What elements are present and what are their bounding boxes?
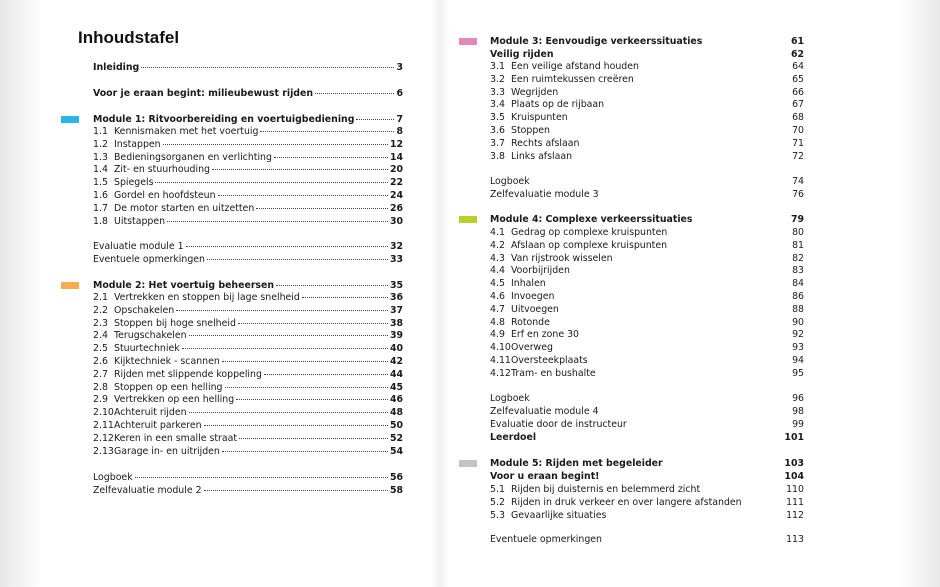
toc-entry[interactable] [490,252,804,265]
toc-entry-title: Vertrekken op een helling [114,394,235,406]
toc-entry[interactable] [93,138,403,151]
toc-entry-page: 40 [389,343,403,355]
toc-entry-number: 4.8 [490,316,505,328]
toc-entry-number: 4.3 [490,252,505,264]
toc-entry-number: 2.1 [93,292,108,303]
toc-entry-number: 4.4 [490,265,505,277]
toc-entry-number: 4.12 [490,367,511,379]
toc-entry[interactable] [93,240,403,253]
toc-entry-number: 3.7 [490,137,505,149]
toc-entry-number: 3.8 [490,150,505,162]
toc-entry-title: Van rijstrook wisselen [511,252,613,264]
toc-entry-title: Erf en zone 30 [511,329,580,341]
toc-entry-page: 95 [792,367,804,379]
toc-entry-number: 5.2 [490,496,505,508]
toc-entry-title: Wegrijden [511,86,559,98]
toc-entry[interactable] [490,483,804,496]
toc-entry[interactable] [93,329,403,342]
toc-entry[interactable] [93,432,403,445]
toc-entry-title: Invoegen [511,291,555,302]
toc-entry-leerdoel[interactable]: Leerdoel 101 [490,432,804,443]
toc-entry-page: 72 [792,150,804,162]
toc-entry-page: 65 [792,73,804,85]
toc-entry-number: 2.8 [93,381,108,393]
toc-entry-number: 1.3 [93,151,108,163]
toc-entry-page: 20 [389,164,403,176]
toc-entry-title: Uitvoegen [511,303,559,315]
toc-entry-page: 32 [389,241,403,252]
toc-entry-page: 52 [389,432,403,444]
toc-entry-title: Bedieningsorganen en verlichting [114,151,272,163]
toc-entry-page: 22 [389,177,403,189]
toc-entry-page: 84 [792,278,804,290]
toc-entry-page: 94 [792,355,804,366]
toc-entry-page: 24 [389,190,403,201]
toc-entry[interactable] [490,341,804,354]
toc-entry-page: 26 [389,202,403,214]
toc-entry-number: 1.4 [93,164,108,176]
toc-entry-number: 2.4 [93,330,108,342]
toc-entry-title: Zelfevaluatie module 3 [490,188,599,200]
toc-module-2-heading[interactable]: Module 2: Het voertuig beheersen 35 [93,280,403,291]
toc-entry-number: 1.6 [93,190,108,201]
toc-entry-number: 2.10 [93,407,114,419]
toc-entry-number: 1.8 [93,215,108,227]
toc-entry-title: Logboek [490,393,530,404]
toc-entry[interactable] [490,226,804,239]
toc-entry-number: 4.2 [490,239,505,251]
toc-entry-title: Kennismaken met het voertuig [114,126,259,137]
toc-entry-page: 30 [389,215,403,227]
toc-entry-title: Spiegels [114,177,154,189]
toc-entry-title: Tram- en bushalte [511,367,596,379]
toc-entry-inleiding[interactable]: Inleiding 3 [93,62,403,73]
toc-entry[interactable] [490,264,804,277]
toc-entry-page: 38 [389,317,403,329]
toc-entry[interactable] [93,406,403,419]
toc-entry[interactable] [490,239,804,252]
toc-entry-title: Plaats op de rijbaan [511,99,605,111]
toc-entry-title: Rechts afslaan [511,137,580,149]
toc-entry-page: 42 [389,356,403,367]
toc-entry-number: 4.9 [490,329,505,341]
toc-entry[interactable] [93,342,403,355]
toc-entry-title: Eventuele opmerkingen [93,253,205,265]
toc-entry[interactable] [490,418,804,431]
toc-entry[interactable] [490,277,804,290]
toc-entry-page: 88 [792,303,804,315]
toc-entry-page: 48 [389,407,403,419]
toc-entry-page: 14 [389,151,403,163]
toc-entry[interactable] [93,189,403,202]
toc-entry-page: 74 [792,176,804,187]
toc-entry[interactable] [490,98,804,111]
toc-entry[interactable] [490,188,804,201]
toc-entry[interactable] [490,86,804,99]
toc-entry-number: 2.5 [93,343,108,355]
toc-entry[interactable] [93,393,403,406]
toc-entry-number: 5.3 [490,509,505,521]
toc-entry[interactable] [93,419,403,432]
toc-entry-title: Stoppen op een helling [114,381,223,393]
toc-entry-title: Opschakelen [114,304,175,316]
toc-entry[interactable] [490,328,804,341]
module-3-color-swatch [459,38,477,45]
toc-entry-page: 99 [792,418,804,430]
toc-entry-voor-je-eraan-begint[interactable]: Voor je eraan begint: milieubewust rijden 6 [93,88,403,99]
toc-entry-title: Zelfevaluatie module 2 [93,484,202,496]
toc-entry-page: 82 [792,252,804,264]
toc-entry-title: Rijden in druk verkeer en over langere afstanden [511,496,742,508]
toc-entry[interactable] [490,405,804,418]
toc-entry-title: Gordel en hoofdsteun [114,190,216,201]
toc-module-5-subheading[interactable]: Voor u eraan begint! 104 [490,471,804,482]
toc-module-3-subheading[interactable]: Veilig rijden 62 [490,49,804,60]
toc-entry-page: 36 [389,292,403,303]
toc-entry-title: Voorbijrijden [511,265,570,277]
toc-entry[interactable] [93,176,403,189]
toc-entry-page: 12 [389,138,403,150]
toc-entry-title: Terugschakelen [114,330,187,342]
toc-entry-title: Rijden bij duisternis en belemmerd zicht [511,484,701,495]
toc-entry[interactable] [490,150,804,163]
toc-entry-title: Kijktechniek - scannen [114,356,220,367]
toc-entry-page: 45 [389,381,403,393]
toc-entry-title: Rijden met slippende koppeling [114,368,262,380]
module-5-color-swatch [459,460,477,467]
toc-entry-title: Rotonde [511,316,550,328]
toc-entry-page: 113 [786,534,804,545]
toc-module-5-heading[interactable]: Module 5: Rijden met begeleider 103 [490,458,804,469]
toc-module-3-heading[interactable]: Module 3: Eenvoudige verkeerssituaties 61 [490,36,804,47]
toc-entry-page: 81 [792,239,804,251]
toc-entry-title: Evaluatie module 1 [93,241,184,252]
toc-entry-title: Stoppen [511,125,550,136]
toc-entry-number: 2.2 [93,304,108,316]
toc-entry-title: Kruispunten [511,112,568,124]
toc-entry-title: Logboek [93,472,133,483]
toc-entry[interactable] [490,290,804,303]
page-edge-shadow-right [898,0,940,587]
toc-entry-title: Links afslaan [511,150,573,162]
toc-entry-page: 66 [792,86,804,98]
toc-entry[interactable] [93,125,403,138]
toc-module-1-heading[interactable]: Module 1: Ritvoorbereiding en voertuigbediening 7 [93,114,403,125]
toc-entry-number: 2.12 [93,432,114,444]
toc-entry-title: Eventuele opmerkingen [490,534,602,545]
toc-entry-page: 56 [389,472,403,483]
toc-entry-title: Zelfevaluatie module 4 [490,405,599,417]
toc-entry-number: 4.1 [490,227,505,238]
book-fold [430,0,450,587]
toc-entry-number: 1.7 [93,202,108,214]
toc-entry[interactable] [93,163,403,176]
toc-entry-page: 90 [792,316,804,328]
toc-entry-page: 33 [389,253,403,265]
toc-entry-title: De motor starten en uitzetten [114,202,255,214]
toc-entry-page: 111 [786,496,804,508]
toc-entry-number: 2.13 [93,445,114,457]
toc-entry-page: 8 [396,126,403,137]
toc-entry-title: Stuurtechniek [114,343,180,355]
toc-entry-number: 1.5 [93,177,108,189]
toc-entry[interactable] [490,392,804,405]
toc-module-4-heading[interactable]: Module 4: Complexe verkeerssituaties 79 [490,214,804,225]
toc-entry[interactable] [93,304,403,317]
toc-entry-page: 96 [792,393,804,404]
toc-entry-page: 58 [389,484,403,496]
toc-entry-title: Garage in- en uitrijden [114,445,220,457]
toc-entry-page: 68 [792,112,804,124]
toc-entry-page: 44 [389,368,403,380]
toc-entry-title: Evaluatie door de instructeur [490,418,627,430]
toc-entry-number: 2.3 [93,317,108,329]
toc-entry-page: 98 [792,405,804,417]
toc-entry-title: Gedrag op complexe kruispunten [511,227,668,238]
toc-entry-page: 71 [792,137,804,149]
toc-entry-page: 86 [792,291,804,302]
toc-entry[interactable] [490,533,804,546]
toc-entry[interactable] [93,484,403,497]
toc-entry[interactable] [490,367,804,380]
page-title: Inhoudstafel [78,28,180,47]
toc-entry[interactable] [93,291,403,304]
toc-entry-title: Gevaarlijke situaties [511,509,607,521]
toc-entry-number: 2.6 [93,356,108,367]
toc-entry-number: 3.6 [490,125,505,136]
toc-entry[interactable] [490,316,804,329]
toc-entry-number: 3.5 [490,112,505,124]
module-4-color-swatch [459,216,477,223]
module-2-color-swatch [61,282,79,289]
toc-entry-page: 64 [792,61,804,72]
toc-entry-title: Een ruimtekussen creëren [511,73,634,85]
toc-entry-title: Achteruit parkeren [114,420,202,431]
toc-entry-number: 2.11 [93,420,114,431]
toc-entry-number: 3.2 [490,73,505,85]
toc-entry[interactable] [93,151,403,164]
toc-entry-title: Inhalen [511,278,546,290]
toc-entry-page: 37 [389,304,403,316]
page-edge-shadow-left [0,0,42,587]
toc-entry[interactable] [490,354,804,367]
toc-entry-page: 80 [792,227,804,238]
toc-entry-page: 112 [786,509,804,521]
toc-entry[interactable] [490,60,804,73]
toc-entry[interactable] [490,509,804,522]
toc-entry-number: 3.1 [490,61,505,72]
toc-entry-number: 1.1 [93,126,108,137]
toc-entry[interactable] [490,496,804,509]
toc-entry-number: 1.2 [93,138,108,150]
toc-entry-page: 83 [792,265,804,277]
toc-entry-page: 70 [792,125,804,136]
toc-entry-title: Vertrekken en stoppen bij lage snelheid [114,292,300,303]
toc-entry-page: 39 [389,330,403,342]
toc-entry-title: Keren in een smalle straat [114,432,238,444]
toc-entry-page: 67 [792,99,804,111]
toc-entry[interactable] [93,355,403,368]
toc-entry-title: Overweg [511,342,553,354]
toc-entry-number: 2.7 [93,368,108,380]
toc-entry[interactable] [490,124,804,137]
toc-entry[interactable] [93,381,403,394]
toc-entry-page: 110 [786,484,804,495]
toc-entry[interactable] [490,137,804,150]
toc-entry-number: 5.1 [490,484,505,495]
toc-entry[interactable] [93,253,403,266]
toc-entry-page: 46 [389,394,403,406]
module-1-color-swatch [61,116,79,123]
toc-entry-number: 4.11 [490,355,511,366]
toc-entry-title: Oversteekplaats [511,355,588,366]
toc-entry[interactable] [490,303,804,316]
toc-entry-page: 54 [389,445,403,457]
toc-entry-page: 76 [792,188,804,200]
toc-entry[interactable] [490,175,804,188]
toc-entry-page: 93 [792,342,804,354]
toc-entry[interactable] [490,111,804,124]
toc-entry-number: 4.6 [490,291,505,302]
toc-entry[interactable] [93,368,403,381]
toc-entry-number: 4.5 [490,278,505,290]
toc-entry-number: 4.10 [490,342,511,354]
toc-entry[interactable] [93,445,403,458]
toc-entry-page: 92 [792,329,804,341]
toc-entry-page: 50 [389,420,403,431]
toc-entry-title: Afslaan op complexe kruispunten [511,239,668,251]
toc-entry-number: 4.7 [490,303,505,315]
toc-entry-title: Logboek [490,176,530,187]
toc-entry-title: Achteruit rijden [114,407,187,419]
toc-entry-number: 3.4 [490,99,505,111]
toc-entry-title: Uitstappen [114,215,166,227]
toc-entry[interactable] [93,471,403,484]
toc-entry-number: 2.9 [93,394,108,406]
toc-entry[interactable] [93,202,403,215]
toc-entry-title: Stoppen bij hoge snelheid [114,317,236,329]
toc-entry-title: Instappen [114,138,161,150]
toc-entry[interactable] [93,215,403,228]
toc-entry-title: Een veilige afstand houden [511,61,639,72]
toc-entry[interactable] [490,73,804,86]
toc-entry[interactable] [93,317,403,330]
toc-entry-number: 3.3 [490,86,505,98]
toc-entry-title: Zit- en stuurhouding [114,164,210,176]
